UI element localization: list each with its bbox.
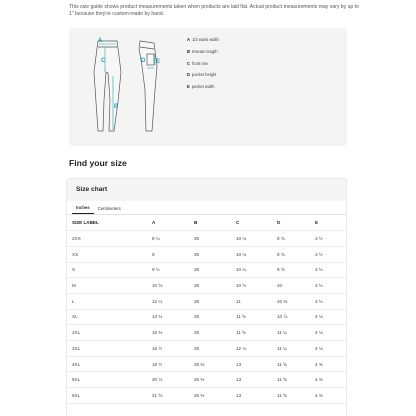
measurement-cell: 26 xyxy=(194,293,236,309)
column-header-c: C xyxy=(236,215,277,231)
measurement-cell: 16 ½ xyxy=(152,341,194,357)
measurement-cell: 11 ⅝ xyxy=(236,309,277,325)
size-label-cell: 6XL xyxy=(67,388,152,404)
measurement-cell: 11 ⅝ xyxy=(277,372,315,388)
size-label-cell: M xyxy=(67,278,152,294)
measurement-cell: 15 ⅜ xyxy=(152,325,194,341)
measurement-cell: 9 xyxy=(152,246,194,262)
measurement-cell: 9 ½ xyxy=(152,262,194,278)
legend-item: C front rise xyxy=(187,60,208,66)
size-label-cell: 2XL xyxy=(67,325,152,341)
size-label-cell: 2XS xyxy=(67,231,152,247)
measurement-cell: 10 ⅜ xyxy=(277,293,315,309)
measurement-cell: 4 ⅜ xyxy=(315,388,347,404)
measurement-cell: 26 xyxy=(194,309,236,325)
measurement-cell: 11 ¼ xyxy=(277,325,315,341)
measurement-cell: 3 ½ xyxy=(315,293,347,309)
table-row xyxy=(67,341,347,357)
size-label-cell: 5XL xyxy=(67,372,152,388)
label-c: C xyxy=(101,58,106,64)
label-d: D xyxy=(141,58,146,64)
table-row xyxy=(67,356,347,372)
measurement-cell: 10 ⅞ xyxy=(277,309,315,325)
table-row xyxy=(67,388,347,404)
leggings-side-icon xyxy=(139,41,157,131)
measurement-cell: 9 ⅝ xyxy=(277,262,315,278)
column-header-a: A xyxy=(152,215,194,231)
measurement-cell: 26 xyxy=(194,325,236,341)
measurement-cell: 26 xyxy=(194,278,236,294)
table-row xyxy=(67,293,347,309)
measurement-cell: 12 ⅛ xyxy=(236,341,277,357)
label-e: E xyxy=(156,59,161,65)
table-row xyxy=(67,309,347,325)
size-label-cell: XS xyxy=(67,246,152,262)
measurement-cell: 26 xyxy=(194,262,236,278)
size-label-cell: 4XL xyxy=(67,356,152,372)
size-label-cell: XL xyxy=(67,309,152,325)
column-header-b: B xyxy=(194,215,236,231)
legend-item: D pocket height xyxy=(187,72,217,78)
tab-centimeters[interactable]: Centimeters xyxy=(97,206,121,211)
measurement-cell: 3 ½ xyxy=(315,262,347,278)
measurement-cell: 11 ⅝ xyxy=(277,388,315,404)
measurement-cell: 10 ¼ xyxy=(236,246,277,262)
measurement-cell: 10 xyxy=(277,278,315,294)
size-label-cell: L xyxy=(67,293,152,309)
size-table xyxy=(67,215,347,404)
column-header-e: E xyxy=(315,215,347,231)
leggings-illustration xyxy=(69,28,187,146)
measurement-cell: 13 xyxy=(236,372,277,388)
label-b: B xyxy=(114,104,119,110)
measurement-cell: 4 ⅛ xyxy=(315,325,347,341)
legend-item: B Inseam length xyxy=(187,48,218,54)
measurement-cell: 10 ⅝ xyxy=(152,278,194,294)
table-row xyxy=(67,262,347,278)
measurement-cell: 4 ⅛ xyxy=(315,309,347,325)
measurement-legend xyxy=(187,37,307,96)
measurement-cell: 11 xyxy=(236,293,277,309)
size-guide-intro: This size guide shows product measurements taken when products are laid flat. Actual product measurements may vary by up to 1" because they're custom-made by hand. xyxy=(69,4,359,18)
table-header-row xyxy=(67,215,347,231)
measurement-cell: 11 ⅝ xyxy=(277,356,315,372)
size-label-cell: S xyxy=(67,262,152,278)
measurement-cell: 11 ⅝ xyxy=(236,325,277,341)
column-header-size-label: SIZE LABEL xyxy=(67,215,152,231)
measurement-cell: 12 ¼ xyxy=(152,293,194,309)
measurement-cell: 26 ⅜ xyxy=(194,388,236,404)
measurement-cell: 26 ⅜ xyxy=(194,356,236,372)
measurement-cell: 18 ½ xyxy=(152,356,194,372)
legend-item: A 1/2 waist width xyxy=(187,37,219,42)
table-row xyxy=(67,325,347,341)
size-label-cell: 3XL xyxy=(67,341,152,357)
measurement-cell: 10 ½ xyxy=(236,278,277,294)
table-row xyxy=(67,231,347,247)
measurement-cell: 26 xyxy=(194,341,236,357)
size-chart xyxy=(66,178,347,416)
measurement-cell: 26 xyxy=(194,246,236,262)
measurement-cell: 9 ⅝ xyxy=(277,231,315,247)
measurement-cell: 11 ¼ xyxy=(277,341,315,357)
measurement-cell: 8 ¼ xyxy=(152,231,194,247)
size-chart-title: Size chart xyxy=(67,179,346,201)
measurement-cell: 20 ⅛ xyxy=(152,372,194,388)
measurement-diagram xyxy=(69,28,347,146)
measurement-cell: 26 ⅜ xyxy=(194,372,236,388)
measurement-cell: 10 ¼ xyxy=(236,262,277,278)
measurement-cell: 13 ¾ xyxy=(152,309,194,325)
measurement-cell: 13 xyxy=(236,356,277,372)
measurement-cell: 13 xyxy=(236,388,277,404)
measurement-cell: 9 ⅝ xyxy=(277,246,315,262)
tab-inches[interactable]: Inches xyxy=(72,205,94,214)
measurement-cell: 3 ½ xyxy=(315,231,347,247)
measurement-cell: 3 ½ xyxy=(315,246,347,262)
measurement-cell: 4 ⅛ xyxy=(315,341,347,357)
legend-item: E pocket width xyxy=(187,84,215,90)
column-header-d: D xyxy=(277,215,315,231)
table-row xyxy=(67,278,347,294)
unit-tabs xyxy=(67,201,346,215)
measurement-cell: 21 ⅝ xyxy=(152,388,194,404)
table-row xyxy=(67,246,347,262)
label-a: A xyxy=(98,38,103,44)
table-row xyxy=(67,372,347,388)
measurement-cell: 3 ½ xyxy=(315,278,347,294)
measurement-cell: 4 ⅜ xyxy=(315,356,347,372)
measurement-cell: 10 ¼ xyxy=(236,231,277,247)
leggings-front-icon xyxy=(94,41,121,131)
measurement-cell: 26 xyxy=(194,231,236,247)
measurement-cell: 4 ⅜ xyxy=(315,372,347,388)
find-your-size-heading: Find your size xyxy=(69,158,127,168)
